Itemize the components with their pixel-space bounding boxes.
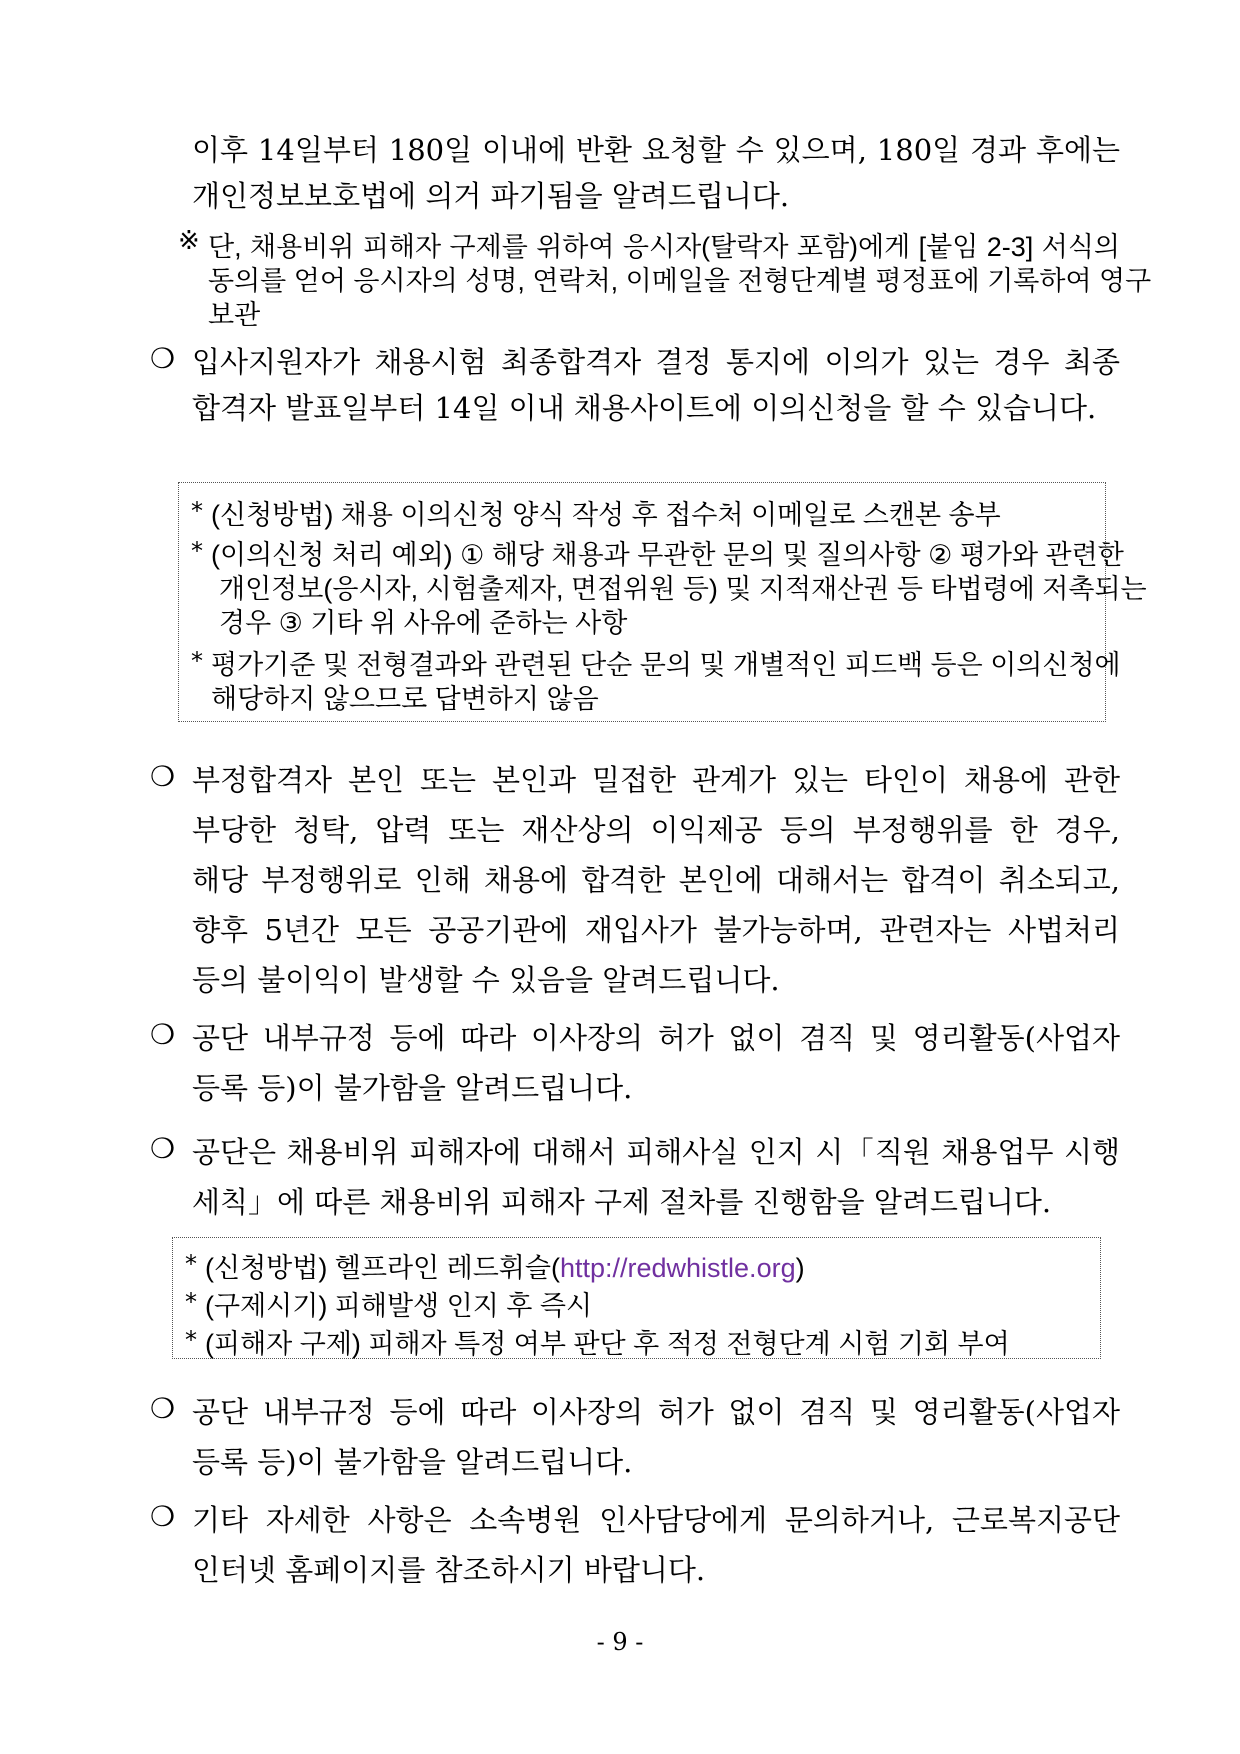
item2-line-3: 해당 부정행위로 인해 채용에 합격한 본인에 대해서는 합격이 취소되고,: [192, 863, 1120, 897]
objection-info-box: [178, 482, 1147, 722]
box1-row-3b: 해당하지 않으므로 답변하지 않음: [211, 684, 599, 714]
asterisk-icon: *: [191, 497, 203, 525]
box2-row-3: (피해자 구제) 피해자 특정 여부 판단 후 적정 전형단계 시험 기회 부여: [205, 1329, 1010, 1359]
circle-bullet-icon: ❍: [150, 1500, 176, 1533]
intro-line-1: 이후 14일부터 180일 이내에 반환 요청할 수 있으며, 180일 경과 후에는: [192, 133, 1120, 167]
item5-line-2: 등록 등)이 불가함을 알려드립니다.: [192, 1445, 633, 1479]
asterisk-icon: *: [191, 647, 203, 675]
circle-bullet-icon: ❍: [150, 1018, 176, 1051]
redwhistle-link[interactable]: http://redwhistle.org: [559, 1253, 796, 1283]
box1-row-3a: 평가기준 및 전형결과와 관련된 단순 문의 및 개별적인 피드백 등은 이의신청에: [211, 650, 1121, 680]
box2-row-1: [205, 1246, 1085, 1285]
victim-relief-box: [172, 1237, 1101, 1359]
item6-line-2: 인터넷 홈페이지를 참조하시기 바랍니다.: [192, 1553, 706, 1587]
item2-line-1: 부정합격자 본인 또는 본인과 밀접한 관계가 있는 타인이 채용에 관한: [192, 763, 1120, 797]
item2-line-5: 등의 불이익이 발생할 수 있음을 알려드립니다.: [192, 963, 780, 997]
item6-line-1: 기타 자세한 사항은 소속병원 인사담당에게 문의하거나, 근로복지공단: [192, 1503, 1120, 1537]
item4-line-1: 공단은 채용비위 피해자에 대해서 피해사실 인지 시「직원 채용업무 시행: [192, 1135, 1120, 1169]
item3-line-1: 공단 내부규정 등에 따라 이사장의 허가 없이 겸직 및 영리활동(사업자: [192, 1021, 1120, 1055]
circle-bullet-icon: ❍: [150, 1132, 176, 1165]
note-line-2: 동의를 얻어 응시자의 성명, 연락처, 이메일을 전형단계별 평정표에 기록하여 영구: [208, 266, 1152, 296]
note-line-3: 보관: [208, 300, 261, 330]
intro-line-2: 개인정보보호법에 의거 파기됨을 알려드립니다.: [192, 179, 790, 213]
item1-line-1: 입사지원자가 채용시험 최종합격자 결정 통지에 이의가 있는 경우 최종: [192, 345, 1120, 379]
box1-row-2b: 개인정보(응시자, 시험출제자, 면접위원 등) 및 지적재산권 등 타법령에 저촉되는: [219, 574, 1147, 604]
box1-row-2c: 경우 ③ 기타 위 사유에 준하는 사항: [219, 608, 628, 638]
circle-bullet-icon: ❍: [150, 1392, 176, 1425]
asterisk-icon: *: [185, 1288, 197, 1316]
circle-bullet-icon: ❍: [150, 342, 176, 375]
box2-row-1-prefix: (신청방법) 헬프라인 레드휘슬(: [205, 1253, 560, 1283]
item1-line-2: 합격자 발표일부터 14일 이내 채용사이트에 이의신청을 할 수 있습니다.: [192, 391, 1097, 425]
page-number: - 9 -: [596, 1628, 644, 1656]
note-line-1: 단, 채용비위 피해자 구제를 위하여 응시자(탈락자 포함)에게 [붙임 2-3] 서식의: [208, 232, 1120, 262]
asterisk-icon: *: [191, 537, 203, 565]
box2-row-1-suffix: ): [795, 1253, 805, 1283]
item2-line-4: 향후 5년간 모든 공공기관에 재입사가 불가능하며, 관련자는 사법처리: [192, 913, 1120, 947]
asterisk-icon: *: [185, 1326, 197, 1354]
box1-row-1: (신청방법) 채용 이의신청 양식 작성 후 접수처 이메일로 스캔본 송부: [211, 500, 1001, 530]
item2-line-2: 부당한 청탁, 압력 또는 재산상의 이익제공 등의 부정행위를 한 경우,: [192, 813, 1120, 847]
item4-line-2: 세칙」에 따른 채용비위 피해자 구제 절차를 진행함을 알려드립니다.: [192, 1185, 1052, 1219]
circle-bullet-icon: ❍: [150, 760, 176, 793]
box1-row-2a: (이의신청 처리 예외) ① 해당 채용과 무관한 문의 및 질의사항 ② 평가와 관련한: [211, 540, 1124, 570]
reference-mark-icon: ※: [178, 226, 200, 256]
box2-row-2: (구제시기) 피해발생 인지 후 즉시: [205, 1291, 593, 1321]
item5-line-1: 공단 내부규정 등에 따라 이사장의 허가 없이 겸직 및 영리활동(사업자: [192, 1395, 1120, 1429]
item3-line-2: 등록 등)이 불가함을 알려드립니다.: [192, 1071, 633, 1105]
asterisk-icon: *: [185, 1250, 197, 1278]
